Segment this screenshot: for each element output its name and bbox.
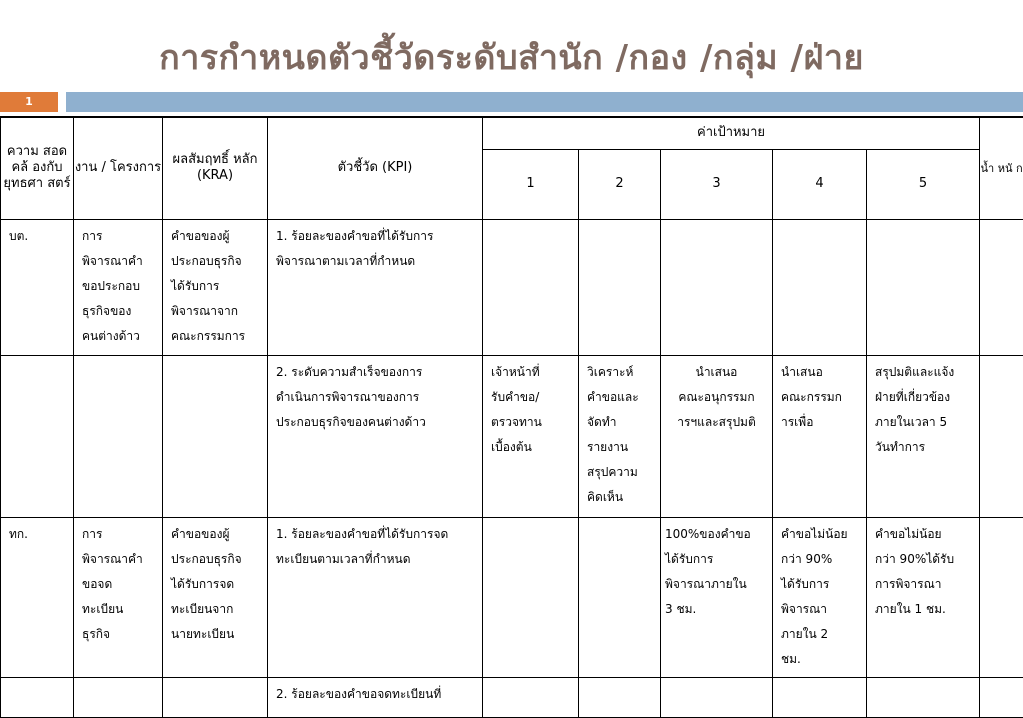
target-1-cell <box>483 677 579 717</box>
table-row <box>1 517 1023 677</box>
table-row <box>1 355 1023 517</box>
target-5-cell <box>867 219 980 355</box>
target-2-cell <box>579 677 661 717</box>
target-4-cell: นำเสนอ คณะกรรมก ารเพื่อ <box>773 355 867 517</box>
header-target-level-2: 2 <box>579 149 661 219</box>
header-kra: ผลสัมฤทธิ์ หลัก (KRA) <box>163 117 268 219</box>
target-5-cell <box>867 677 980 717</box>
target-2-cell <box>579 219 661 355</box>
kpi-cell: 1. ร้อยละของคำขอที่ได้รับการจด ทะเบียนตามเวลาที่กำหนด <box>268 517 483 677</box>
kpi-cell: 1. ร้อยละของคำขอที่ได้รับการ พิจารณาตามเวลาที่กำหนด <box>268 219 483 355</box>
slide-number-badge: 1 <box>0 92 58 112</box>
kra-cell <box>163 677 268 717</box>
weight-cell <box>980 517 1023 677</box>
target-1-cell <box>483 219 579 355</box>
project-cell: การ พิจารณาคำ ขอจด ทะเบียน ธุรกิจ <box>74 517 163 677</box>
header-target-level-5: 5 <box>867 149 980 219</box>
strategy-cell <box>1 677 74 717</box>
header-target: ค่าเป้าหมาย <box>483 117 980 149</box>
target-3-cell: นำเสนอ คณะอนุกรรมก ารฯและสรุปมติ <box>661 355 773 517</box>
header-target-level-4: 4 <box>773 149 867 219</box>
header-project: งาน / โครงการ <box>74 117 163 219</box>
header-decoration-bar <box>66 92 1023 112</box>
page-title: การกำหนดตัวชี้วัดระดับสำนัก /กอง /กลุ่ม /ฝ่าย <box>0 30 1023 84</box>
weight-cell <box>980 355 1023 517</box>
kpi-cell: 2. ระดับความสำเร็จของการ ดำเนินการพิจารณาของการ ประกอบธุรกิจของคนต่างด้าว <box>268 355 483 517</box>
header-weight: น้ำ หนั ก <box>980 117 1023 219</box>
kra-cell <box>163 355 268 517</box>
header-target-level-1: 1 <box>483 149 579 219</box>
weight-cell <box>980 219 1023 355</box>
target-2-cell: วิเคราะห์ คำขอและ จัดทำ รายงาน สรุปความ คิดเห็น <box>579 355 661 517</box>
target-4-cell: คำขอไม่น้อย กว่า 90% ได้รับการ พิจารณา ภายใน 2 ชม. <box>773 517 867 677</box>
table-row <box>1 677 1023 717</box>
target-3-cell <box>661 219 773 355</box>
kra-cell: คำขอของผู้ ประกอบธุรกิจ ได้รับการ พิจารณาจาก คณะกรรมการ <box>163 219 268 355</box>
strategy-cell <box>1 355 74 517</box>
target-4-cell <box>773 677 867 717</box>
target-1-cell <box>483 517 579 677</box>
strategy-cell: บต. <box>1 219 74 355</box>
weight-cell <box>980 677 1023 717</box>
target-3-cell <box>661 677 773 717</box>
header-target-level-3: 3 <box>661 149 773 219</box>
target-2-cell <box>579 517 661 677</box>
kra-cell: คำขอของผู้ ประกอบธุรกิจ ได้รับการจด ทะเบียนจาก นายทะเบียน <box>163 517 268 677</box>
target-5-cell: คำขอไม่น้อย กว่า 90%ได้รับ การพิจารณา ภายใน 1 ชม. <box>867 517 980 677</box>
strategy-cell: ทก. <box>1 517 74 677</box>
project-cell: การ พิจารณาคำ ขอประกอบ ธุรกิจของ คนต่างด้าว <box>74 219 163 355</box>
header-kpi: ตัวชี้วัด (KPI) <box>268 117 483 219</box>
kpi-cell: 2. ร้อยละของคำขอจดทะเบียนที่ <box>268 677 483 717</box>
kpi-table <box>0 116 1023 718</box>
target-1-cell: เจ้าหน้าที่ รับคำขอ/ ตรวจทาน เบื้องต้น <box>483 355 579 517</box>
table-row <box>1 219 1023 355</box>
target-3-cell: 100%ของคำขอ ได้รับการ พิจารณาภายใน 3 ชม. <box>661 517 773 677</box>
target-5-cell: สรุปมติและแจ้ง ฝ่ายที่เกี่ยวข้อง ภายในเวลา 5 วันทำการ <box>867 355 980 517</box>
project-cell <box>74 355 163 517</box>
target-4-cell <box>773 219 867 355</box>
project-cell <box>74 677 163 717</box>
header-strategy-alignment: ความ สอดคล้ องกับ ยุทธศา สตร์ <box>1 117 74 219</box>
